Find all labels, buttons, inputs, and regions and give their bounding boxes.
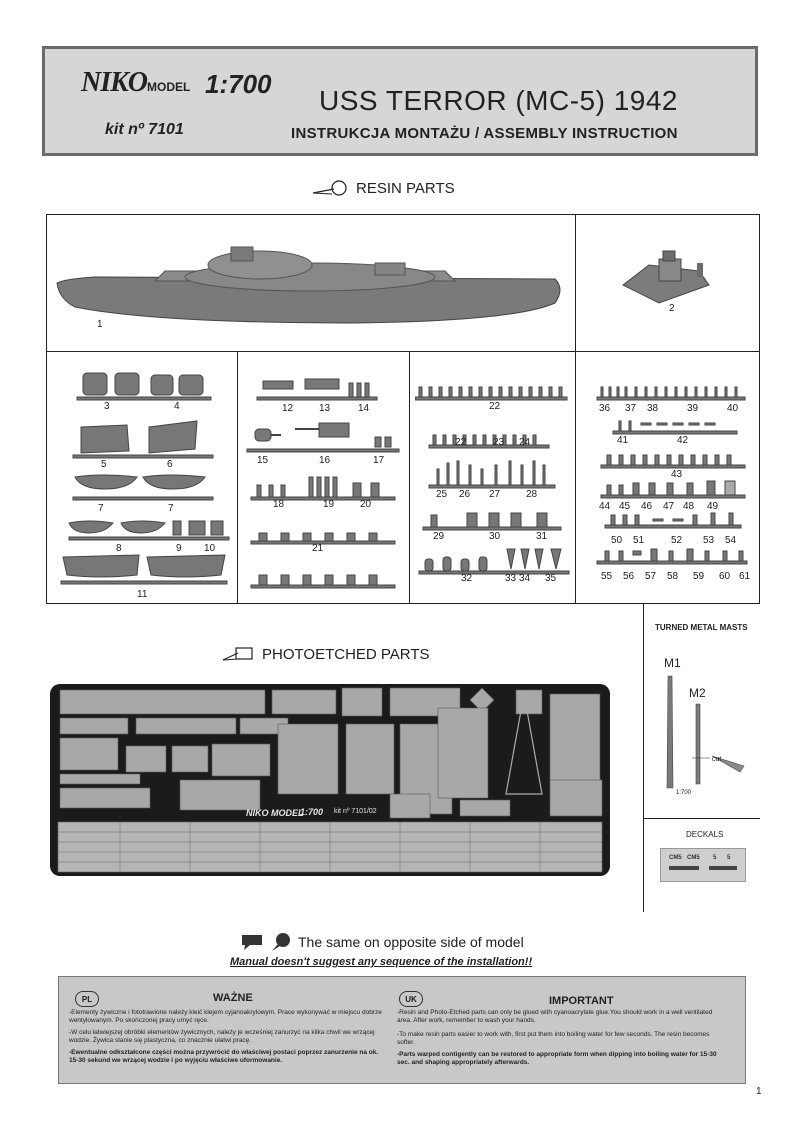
part-label: 22 — [455, 437, 467, 448]
part-label: 29 — [433, 531, 445, 542]
deckal-mark: CM5 — [687, 855, 700, 861]
part-label: 11 — [137, 589, 148, 600]
part-label: 23 — [493, 437, 505, 448]
resin-sprue-guns — [245, 365, 405, 595]
part-label: 26 — [459, 489, 471, 500]
part-label: 9 — [176, 543, 182, 554]
part-label: 60 — [719, 571, 731, 582]
part-label: 54 — [725, 535, 737, 546]
pl-paragraph-2: -W celu łatwiejszej obróbki elementów żywicznych, należy je wcześniej zanurzyć na kilka chwil we wrzącej wodzie. Żywica stanie się plastyczna, co znacznie ułatwi pracę. — [69, 1029, 375, 1044]
part-label: 53 — [703, 535, 715, 546]
part-label: 13 — [319, 403, 331, 414]
part-label: 58 — [667, 571, 679, 582]
part-label: 28 — [526, 489, 538, 500]
part-label: 45 — [619, 501, 631, 512]
part-label: 36 — [599, 403, 611, 414]
uk-heading: IMPORTANT — [549, 995, 614, 1007]
pl-badge: PL — [75, 991, 99, 1007]
deckal-mark: 5 — [727, 855, 731, 861]
resin-sprue-boats — [55, 365, 231, 595]
part-label: 61 — [739, 571, 751, 582]
part-label: 39 — [687, 403, 699, 414]
kit-number: kit nº 7101 — [105, 121, 184, 138]
part-label: 33 — [505, 573, 517, 584]
part-label: 31 — [536, 531, 548, 542]
fret-brand: NIKO MODEL — [246, 808, 304, 818]
part-label: 41 — [617, 435, 629, 446]
part-label: 3 — [104, 401, 110, 412]
part-label: 48 — [683, 501, 695, 512]
part-label: 7 — [98, 503, 104, 514]
fret-kit: kit nº 7101/02 — [334, 808, 377, 815]
deckal-sheet — [660, 848, 746, 882]
mast-m2-label: M2 — [689, 686, 706, 700]
page-subtitle: INSTRUKCJA MONTAŻU / ASSEMBLY INSTRUCTION — [291, 125, 678, 142]
deckals-title: DECKALS — [686, 830, 724, 839]
header-panel — [42, 46, 758, 156]
part-label: 38 — [647, 403, 659, 414]
opposite-side-note: The same on opposite side of model — [240, 932, 524, 952]
resin-icon — [312, 179, 348, 197]
brand-logo: NIKOMODEL — [81, 67, 191, 98]
photoetched-icon — [222, 645, 254, 663]
hull-part — [55, 241, 567, 331]
part-label: 6 — [167, 459, 173, 470]
resin-sprue-details — [583, 365, 755, 595]
fret-scale: 1:700 — [300, 807, 324, 817]
part-label: 25 — [436, 489, 448, 500]
part-label: 52 — [671, 535, 683, 546]
part-label: 32 — [461, 573, 473, 584]
deckal-mark: 5 — [713, 855, 717, 861]
part-label: 30 — [489, 531, 501, 542]
part-label: 19 — [323, 499, 335, 510]
part-label: 27 — [489, 489, 501, 500]
part-label: 59 — [693, 571, 705, 582]
part-label: 18 — [273, 499, 285, 510]
bridge-part — [619, 245, 729, 309]
part-label: 46 — [641, 501, 653, 512]
part-label: 55 — [601, 571, 613, 582]
part-label: 16 — [319, 455, 331, 466]
part-label: 40 — [727, 403, 739, 414]
resin-heading: RESIN PARTS — [312, 179, 455, 197]
part-label: 34 — [519, 573, 531, 584]
manual-note: Manual doesn't suggest any sequence of the installation!! — [230, 956, 533, 968]
part-label: 56 — [623, 571, 635, 582]
part-label: 1 — [97, 319, 103, 330]
resin-parts-grid — [46, 214, 760, 604]
part-label: 49 — [707, 501, 719, 512]
part-label: 8 — [116, 543, 122, 554]
mast-cut-label: cut — [712, 756, 722, 763]
part-label: 37 — [625, 403, 637, 414]
uk-paragraph-3: -Parts warped contigently can be restored to appropriate form when dipping into boiling water for 15-30 sec. and shaping appropriately afterwards. — [397, 1051, 717, 1066]
page-title: USS TERROR (MC-5) 1942 — [319, 85, 679, 116]
pl-paragraph-1: -Elementy żywiczne i fototrawione należy kleić klejem cyjanoakrylowym. Prace wykonywać w miejscu dobrze wentylowanym. Po skończonej pracy umyć ręce. — [69, 1009, 382, 1024]
part-label: 22 — [489, 401, 501, 412]
part-label: 10 — [204, 543, 216, 554]
deckal-mark: CM5 — [669, 855, 682, 861]
mast-scale-label: 1:700 — [676, 790, 692, 796]
part-label: 12 — [282, 403, 294, 414]
part-label: 4 — [174, 401, 180, 412]
part-label: 20 — [360, 499, 372, 510]
photoetched-heading: PHOTOETCHED PARTS — [222, 645, 430, 663]
pl-heading: WAŻNE — [213, 992, 253, 1004]
part-label: 57 — [645, 571, 657, 582]
page-number: 1 — [756, 1086, 762, 1097]
part-label: 2 — [669, 303, 675, 314]
part-label: 35 — [545, 573, 557, 584]
part-label: 5 — [101, 459, 107, 470]
masts-drawing — [656, 670, 756, 792]
resin-sprue-fittings — [415, 365, 571, 595]
uk-paragraph-1: -Resin and Photo-Etched parts can only be glued with cyanoacrylate glue.You should work in a well ventilated area. After work, remember to wash your hands. — [397, 1009, 713, 1024]
part-label: 24 — [519, 437, 531, 448]
mast-m1-label: M1 — [664, 656, 681, 670]
scale-label: 1:700 — [205, 69, 272, 99]
part-label: 42 — [677, 435, 689, 446]
part-label: 51 — [633, 535, 645, 546]
part-label: 15 — [257, 455, 269, 466]
uk-badge: UK — [399, 991, 423, 1007]
part-label: 44 — [599, 501, 611, 512]
part-label: 47 — [663, 501, 675, 512]
part-label: 7 — [168, 503, 174, 514]
masts-title: TURNED METAL MASTS — [655, 623, 748, 632]
part-label: 43 — [671, 469, 683, 480]
warning-box — [58, 976, 746, 1084]
speech-bubble-icon — [240, 933, 264, 951]
part-label: 14 — [358, 403, 370, 414]
pl-paragraph-3: -Ewentualne odkształcone części można przywrócić do właściwej postaci poprzez zanurzenie na ok. 15-30 sekund we wrzącej wodzie i po wyjęciu właściwe uformowanie. — [69, 1049, 379, 1064]
part-label: 50 — [611, 535, 623, 546]
part-label: 17 — [373, 455, 385, 466]
uk-paragraph-2: -To make resin parts easier to work with, first put them into boiling water for few seconds. The resin becomes softer. — [397, 1031, 710, 1046]
part-label: 21 — [312, 543, 324, 554]
photoetched-fret — [50, 684, 610, 876]
pin-icon — [270, 932, 292, 952]
